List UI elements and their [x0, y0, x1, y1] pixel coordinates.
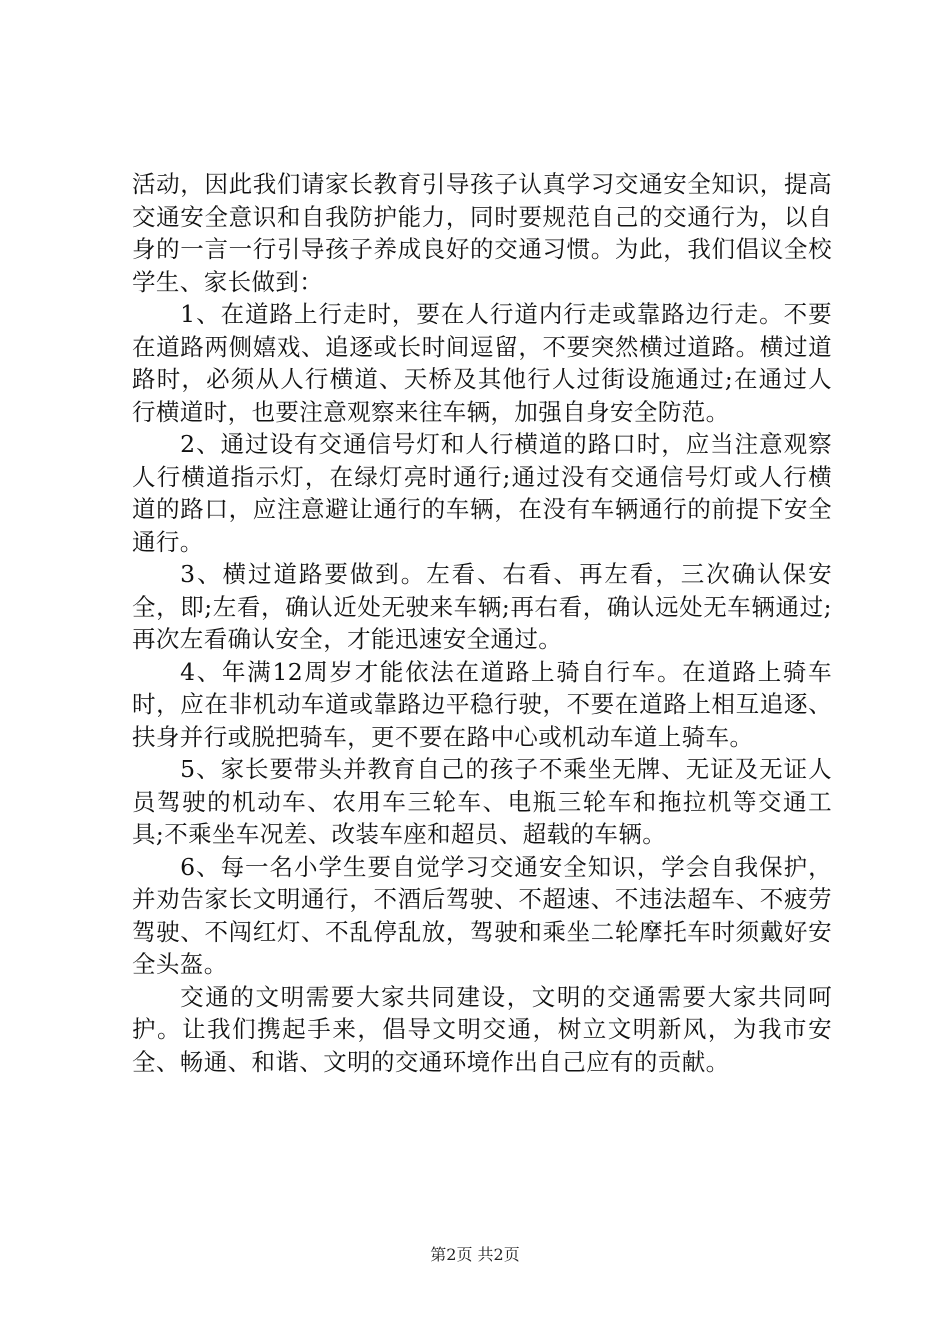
paragraph-item-4: 4、年满12周岁才能依法在道路上骑自行车。在道路上骑车时，应在非机动车道或靠路边平稳行驶，不要在道路上相互追逐、扶身并行或脱把骑车，更不要在路中心或机动车道上骑车。 [132, 657, 832, 751]
paragraph-item-1: 1、在道路上行走时，要在人行道内行走或靠路边行走。不要在道路两侧嬉戏、追逐或长时间逗留，不要突然横过道路。横过道路时，必须从人行横道、天桥及其他行人过街设施通过;在通过人行横道时，也要注意观察来往车辆，加强自身安全防范。 [132, 300, 832, 426]
paragraph-item-6: 6、每一名小学生要自觉学习交通安全知识，学会自我保护，并劝告家长文明通行，不酒后驾驶、不超速、不违法超车、不疲劳驾驶、不闯红灯、不乱停乱放，驾驶和乘坐二轮摩托车时须戴好安全头盔。 [132, 852, 832, 978]
paragraph-item-3: 3、横过道路要做到。左看、右看、再左看，三次确认保安全，即;左看，确认近处无驶来车辆;再右看，确认远处无车辆通过;再次左看确认安全，才能迅速安全通过。 [132, 560, 832, 653]
page-number-footer: 第2页 共2页 [430, 1245, 520, 1264]
paragraph-item-5: 5、家长要带头并教育自己的孩子不乘坐无牌、无证及无证人员驾驶的机动车、农用车三轮车、电瓶三轮车和拖拉机等交通工具;不乘坐车况差、改装车座和超员、超载的车辆。 [132, 755, 832, 848]
paragraph-intro: 活动，因此我们请家长教育引导孩子认真学习交通安全知识，提高交通安全意识和自我防护能力，同时要规范自己的交通行为，以自身的一言一行引导孩子养成良好的交通习惯。为此，我们倡议全校学生、家长做到： [132, 170, 832, 296]
document-body [132, 168, 832, 1078]
paragraph-closing: 交通的文明需要大家共同建设，文明的交通需要大家共同呵护。让我们携起手来，倡导文明交通，树立文明新风，为我市安全、畅通、和谐、文明的交通环境作出自己应有的贡献。 [132, 982, 832, 1076]
paragraph-item-2: 2、通过设有交通信号灯和人行横道的路口时，应当注意观察人行横道指示灯，在绿灯亮时通行;通过没有交通信号灯或人行横道的路口，应注意避让通行的车辆，在没有车辆通行的前提下安全通行。 [132, 430, 832, 556]
